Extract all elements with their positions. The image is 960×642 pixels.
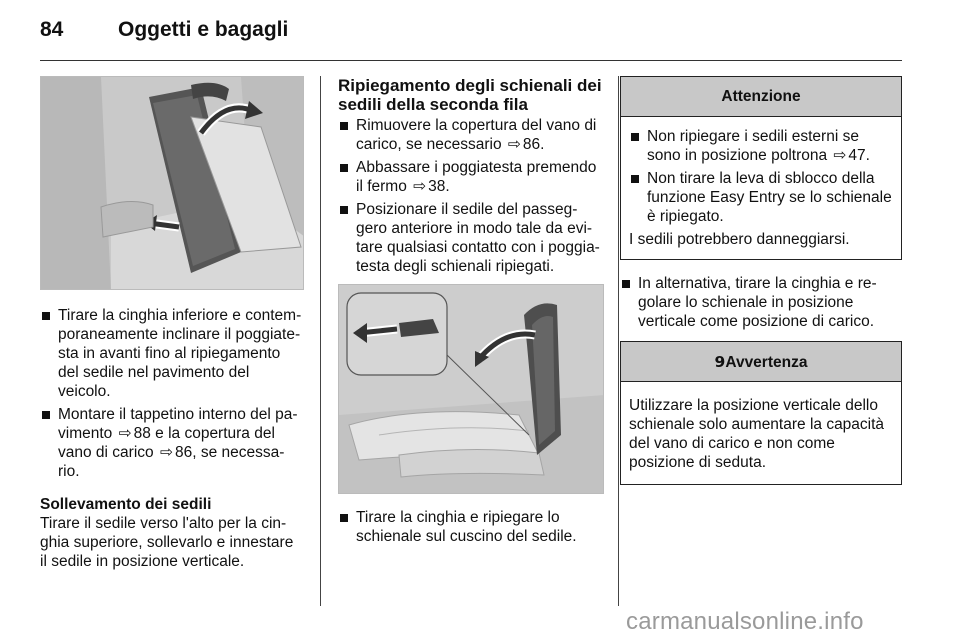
arrow-reference-icon: ⇨ xyxy=(159,444,173,461)
list-item: Abbassare i poggiatesta premendo il fermo ⇨ 38. xyxy=(338,158,604,196)
section-subheading: Sollevamento dei sedili xyxy=(40,496,212,513)
seat-folding-illustration xyxy=(41,77,304,290)
column-divider xyxy=(320,76,321,606)
column-divider xyxy=(618,76,619,606)
section-heading: Ripiegamento degli schienali dei sedili della seconda fila xyxy=(338,76,602,114)
list-item: Tirare la cinghia e ripiegare lo schienale sul cuscino del sedile. xyxy=(338,508,604,546)
attention-box xyxy=(620,76,902,260)
paragraph: Tirare il sedile verso l'alto per la cin-ghia superiore, sollevarlo e innestare il sedile in posizione verticale. xyxy=(40,515,294,570)
list-item: Non ripiegare i sedili esterni se sono in posizione poltrona ⇨ 47. xyxy=(629,127,893,165)
attention-list xyxy=(629,127,893,226)
header-rule xyxy=(40,60,902,61)
instruction-list xyxy=(40,306,304,481)
list-item: Tirare la cinghia inferiore e contem-poraneamente inclinare il poggiate-sta in avanti fino al ripiegamento del sedile nel pavimento del veicolo. xyxy=(40,306,304,401)
arrow-reference-icon: ⇨ xyxy=(833,147,847,164)
warning-box xyxy=(620,341,902,485)
page-title: Oggetti e bagagli xyxy=(118,18,289,41)
arrow-reference-icon: ⇨ xyxy=(413,178,427,195)
list-item: Rimuovere la copertura del vano di carico, se necessario ⇨ 86. xyxy=(338,116,604,154)
warning-title: Avvertenza xyxy=(725,354,808,371)
list-item: Posizionare il sedile del passeg-gero anteriore in modo tale da evi-tare qualsiasi contatto con i poggia-testa degli schienali ripiegati. xyxy=(338,200,604,276)
page-number: 84 xyxy=(40,18,64,41)
list-item: In alternativa, tirare la cinghia e re-golare lo schienale in posizione verticale come posizione di carico. xyxy=(620,274,902,331)
instruction-list xyxy=(338,116,604,276)
column-left xyxy=(40,76,304,571)
list-item: Montare il tappetino interno del pa-vimento ⇨ 88 e la copertura del vano di carico ⇨ 86, se necessa-rio. xyxy=(40,405,304,481)
attention-note: I sedili potrebbero danneggiarsi. xyxy=(629,231,850,248)
instruction-list xyxy=(338,508,604,546)
instruction-list xyxy=(620,274,902,331)
column-middle xyxy=(338,76,604,550)
figure-seat-strap xyxy=(338,284,604,494)
column-right xyxy=(620,76,902,485)
attention-title: Attenzione xyxy=(621,77,901,117)
arrow-reference-icon: ⇨ xyxy=(118,425,132,442)
warning-triangle-icon: 9 xyxy=(714,353,726,371)
warning-header xyxy=(621,342,901,382)
list-item: Non tirare la leva di sblocco della funzione Easy Entry se lo schienale è ripiegato. xyxy=(629,169,893,226)
warning-text: Utilizzare la posizione verticale dello schienale solo aumentare la capacità del vano di carico e non come posizione di seduta. xyxy=(629,397,885,471)
figure-seat-folding-trunk xyxy=(40,76,304,290)
page-header xyxy=(40,18,920,48)
arrow-reference-icon: ⇨ xyxy=(507,136,521,153)
watermark: carmanualsonline.info xyxy=(626,608,864,635)
seat-strap-illustration xyxy=(339,285,604,494)
